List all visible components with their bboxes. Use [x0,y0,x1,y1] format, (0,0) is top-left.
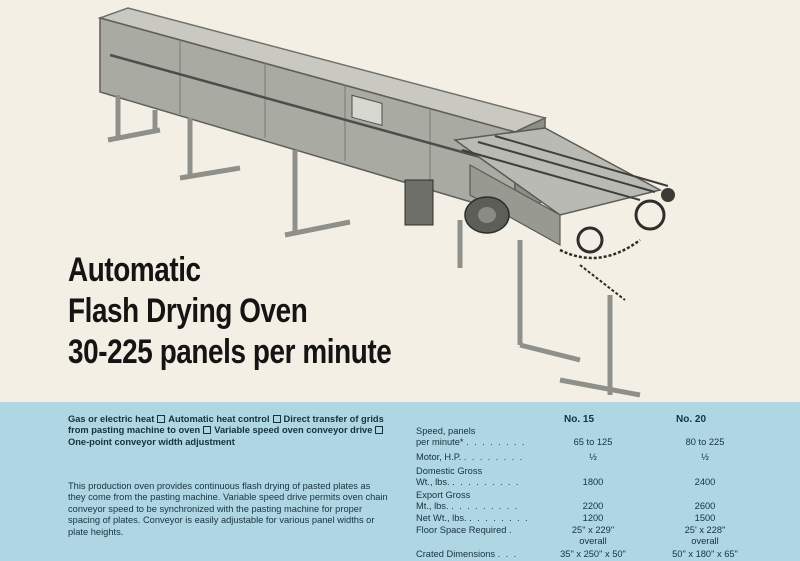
spec-value-no-20: ½ [701,452,709,462]
feature-item: One-point conveyor width adjustment [68,436,235,447]
spec-value-no-20: 1500 [694,513,716,523]
checkbox-icon [375,426,383,434]
feature-item: Gas or electric heat [68,414,155,424]
spec-value-no-20: 80 to 225 [685,437,725,448]
feature-item: Direct transfer of grids from pasting machine to oven [68,414,384,436]
spec-label: Speed, panels per minute* . . . . . . . . [416,426,526,448]
spec-label: Motor, H.P. . . . . . . . . [416,452,524,462]
spec-value-no-15: 2200 [582,501,604,512]
spec-value-no-20: 50" x 180" x 65" [672,549,738,559]
feature-item: Automatic heat control [168,414,270,424]
spec-label: Floor Space Required . [416,525,514,535]
product-description: This production oven provides continuous flash drying of pasted plates as they come from the pasting machine. Variable speed drive permits oven chain conveyor speed to be synchronized with the pasting machine for proper spacing of plates. Conveyor is easily adjustable for various panel widths or plate heights. [68,481,388,537]
checkbox-icon [203,426,211,434]
spec-value-no-15: 25" x 229" overall [571,525,615,547]
spec-header-no-15: No. 15 [564,414,595,425]
spec-value-no-20: 2400 [694,477,716,488]
checkbox-icon [273,415,281,423]
spec-value-no-20: 2600 [694,501,716,512]
spec-value-no-15: 1800 [582,477,604,488]
spec-label: Export Gross Mt., lbs. . . . . . . . . . [416,490,519,512]
headline [68,250,528,373]
spec-label: Domestic Gross Wt., lbs. . . . . . . . . . [416,466,520,488]
spec-header-no-20: No. 20 [676,414,707,425]
spec-value-no-15: 35" x 250" x 50" [560,549,626,559]
feature-item: Variable speed oven conveyor drive [214,425,373,436]
spec-value-no-15: 65 to 125 [573,437,613,448]
spec-value-no-20: 25' x 228" overall [684,525,726,547]
spec-value-no-15: 1200 [582,513,604,523]
spec-label: Net Wt., lbs. . . . . . . . . [416,513,529,523]
headline-line-3: 30-225 panels per minute [68,333,392,371]
headline-line-2: Flash Drying Oven [68,292,308,330]
spec-label: Crated Dimensions . . . [416,549,518,559]
checkbox-icon [157,415,165,423]
feature-list [68,414,390,448]
spec-value-no-15: ½ [589,452,597,462]
headline-line-1: Automatic [68,251,201,289]
